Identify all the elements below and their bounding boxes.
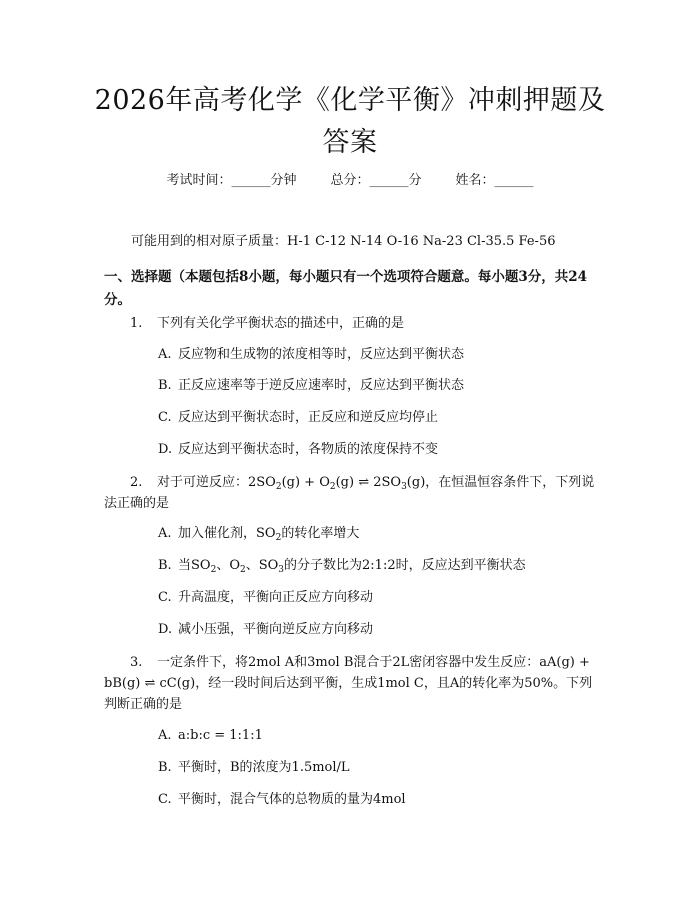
option-text: 加入催化剂，$SO_2$的转化率增大 [178,526,360,543]
option-label: D. [158,622,173,637]
option-text: 反应达到平衡状态时，正反应和逆反应均停止 [178,410,439,425]
option-text: 当$SO_2$、$O_2$、$SO_3$的分子数比为2:1:2时，反应达到平衡状态 [178,558,526,575]
time-field: 考试时间：______分钟 [166,173,297,188]
option-2a [158,525,359,543]
question-stem: 下列有关化学平衡状态的描述中，正确的是 [157,316,405,331]
option-label: A. [158,526,172,541]
exam-meta [0,169,700,188]
option-text: 正反应速率等于逆反应速率时，反应达到平衡状态 [178,378,465,393]
name-field: 姓名：______ [455,173,534,188]
option-label: A. [158,347,172,362]
question-stem: 一定条件下，将2mol A和3mol B混合于2L密闭容器中发生反应：aA(g) + bB(g) ⇌ cC(g)，经一段时间后达到平衡，生成1mol C，且A的转化率为50%。下列判断正确的是 [104,655,593,712]
question-2 [104,472,600,514]
option-1b [158,377,464,395]
option-1a [158,346,464,364]
atomic-mass-note: 可能用到的相对原子质量：H-1 C-12 N-14 O-16 Na-23 Cl-35.5 Fe-56 [131,234,556,249]
option-text: 平衡时，混合气体的总物质的量为4mol [178,792,406,807]
option-label: D. [158,442,173,457]
option-label: C. [158,410,172,425]
option-3c [158,791,406,809]
option-label: C. [158,792,172,807]
option-text: a:b:c = 1:1:1 [178,728,263,743]
option-text: 减小压强，平衡向逆反应方向移动 [178,622,374,637]
question-3 [104,652,600,715]
option-text: 反应物和生成物的浓度相等时，反应达到平衡状态 [178,347,465,362]
question-number: 1. [130,316,143,331]
option-text: 升高温度，平衡向正反应方向移动 [178,590,374,605]
option-1c [158,409,438,427]
option-text: 反应达到平衡状态时，各物质的浓度保持不变 [178,442,439,457]
option-label: B. [158,760,172,775]
section-heading: 一、选择题（本题包括8小题，每小题只有一个选项符合题意。每小题3分，共24分。 [104,269,588,308]
option-label: A. [158,728,172,743]
question-number: 3. [130,655,143,670]
score-field: 总分：______分 [330,173,422,188]
option-3b [158,759,350,777]
option-3a [158,727,263,745]
option-label: B. [158,378,172,393]
option-1d [158,441,438,459]
option-2b [158,557,526,575]
question-1 [104,313,600,334]
page-title: 2026年高考化学《化学平衡》冲刺押题及答案 [94,85,606,158]
option-label: C. [158,590,172,605]
question-number: 2. [130,475,143,490]
option-2d [158,621,373,639]
option-2c [158,589,373,607]
question-stem: 对于可逆反应：$2SO_2(g) + O_2(g)$ ⇌ $2SO_3(g)$，在恒温恒容条件下，下列说法正确的是 [104,475,595,511]
option-label: B. [158,558,172,573]
option-text: 平衡时，B的浓度为1.5mol/L [178,760,350,775]
